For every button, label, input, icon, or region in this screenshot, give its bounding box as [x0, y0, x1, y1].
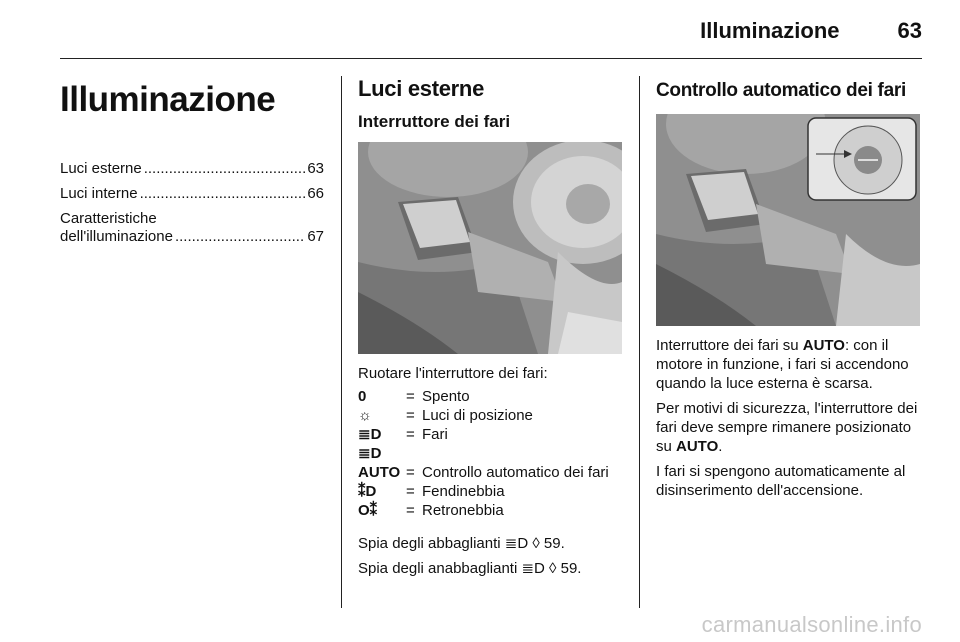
legend-row: ⁑D = Fendinebbia — [358, 483, 505, 500]
auto-symbol: AUTO — [358, 464, 401, 481]
off-symbol: 0 — [358, 388, 367, 405]
auto-keyword: AUTO — [802, 337, 845, 354]
toc-page: 66 — [307, 185, 324, 202]
sidelight-symbol: ☼ — [358, 407, 372, 424]
high-beam-note: Spia degli abbaglianti ≣D ◊ 59. — [358, 535, 565, 552]
header-rule — [60, 58, 922, 59]
auto-paragraph-3: I fari si spengono automaticamente al disinserimento dell'accensione. — [656, 463, 906, 499]
section-title: Controllo automatico dei fari — [656, 80, 906, 101]
toc-label: Luci interne — [60, 185, 138, 202]
column-divider — [341, 76, 342, 608]
toc-label: Luci esterne — [60, 160, 142, 177]
auto-paragraph-1: Interruttore dei fari su AUTO: con il motore in funzione, i fari si accendono quando la luce esterna è scarsa. — [656, 337, 909, 392]
toc-page: 63 — [307, 160, 324, 177]
watermark: carmanualsonline.info — [701, 612, 922, 637]
column-divider — [639, 76, 640, 608]
legend-row: ≣D ≣D = Fari — [358, 426, 448, 462]
chapter-title: Illuminazione — [60, 80, 276, 119]
toc-item[interactable] — [60, 210, 324, 246]
toc-column — [60, 76, 324, 253]
toc-leader — [175, 228, 305, 246]
headlight-symbol: ≣D ≣D — [358, 426, 382, 462]
auto-switch-photo — [656, 114, 920, 326]
light-switch-photo — [358, 142, 622, 354]
fog-light-symbol: ⁑D — [358, 483, 377, 500]
rear-fog-symbol: O⁑ — [358, 502, 378, 519]
header-title: Illuminazione — [700, 18, 840, 43]
page-header — [700, 18, 922, 44]
auto-keyword: AUTO — [676, 438, 719, 455]
toc-label: Caratteristiche — [60, 210, 157, 227]
toc-item[interactable] — [60, 160, 324, 178]
auto-lights-column — [656, 76, 922, 500]
legend-row: AUTO = Controllo automatico dei fari — [358, 464, 609, 481]
subsection-title: Interruttore dei fari — [358, 112, 511, 131]
auto-paragraph-2: Per motivi di sicurezza, l'interruttore dei fari deve sempre rimanere posizionato su AUTO. — [656, 400, 918, 455]
toc-leader — [140, 185, 306, 203]
toc-leader — [144, 160, 306, 178]
intro-text: Ruotare l'interruttore dei fari: — [358, 365, 548, 382]
legend-row: O⁑ = Retronebbia — [358, 502, 504, 519]
toc-page: 67 — [307, 228, 324, 245]
exterior-lights-column — [358, 76, 622, 578]
legend-row: 0 = Spento — [358, 388, 470, 405]
low-beam-note: Spia degli anabbaglianti ≣D ◊ 59. — [358, 560, 582, 577]
legend-row: ☼ = Luci di posizione — [358, 407, 533, 424]
section-title: Luci esterne — [358, 76, 485, 101]
toc-item[interactable] — [60, 185, 324, 203]
symbol-legend — [358, 387, 622, 520]
toc-label: dell'illuminazione — [60, 228, 173, 245]
page-number: 63 — [897, 18, 922, 43]
